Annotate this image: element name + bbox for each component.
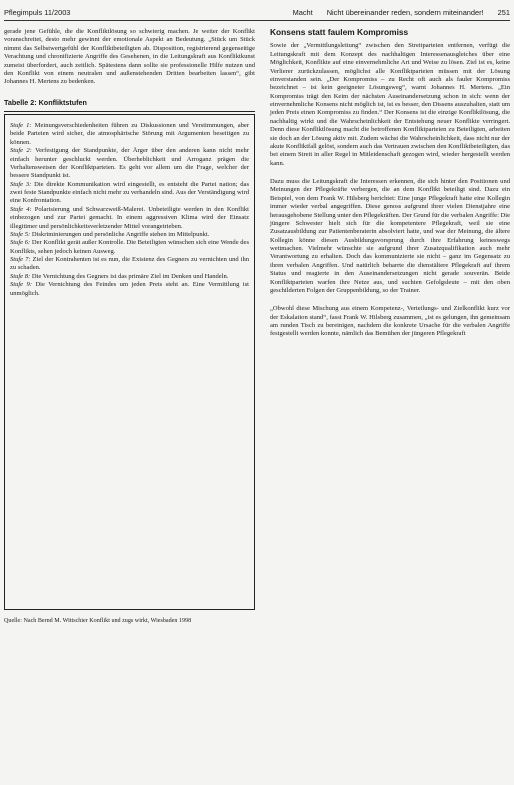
stage-label: Stufe 1:: [10, 122, 32, 129]
stage-text: Polarisierung und Schwarzweiß-Malerei. Unbeteiligte werden in den Konflikt einbezogen und zur Partei gemacht. In einem aggressiven Klima wird der Einsatz illegitimer und persönlichkeitsverletzender Mittel vorangetrieben.: [10, 205, 250, 230]
left-column: [4, 28, 255, 626]
section-heading: Konsens statt faulem Kompromiss: [270, 27, 409, 37]
journal-issue: Pflegimpuls 11/2003: [4, 7, 71, 17]
conflict-stages-table: [4, 114, 255, 610]
body-paragraph-2: Dazu muss die Leitungskraft die Interessen erkennen, die sich hinter den Positionen und Meinungen der Pflegekräfte verbergen, die an dem Konflikt beteiligt sind. Dazu ein Beispiel, von dem Frank W. Hilsberg berichtet: Eine junge Pflegekraft hatte eine Kollegin immer wieder verbal angegriffen. Diese genoss aufgrund ihrer vielen Dienstjahre eine herausgehobene Stellung unter den Pflegekräften. Der Grund für die verbalen Angriffe: Die jüngere Schwester hielt sich für die kompetentere Pflegekraft, weil sie eine Zusatzausbildung zur Patientenberaterin absolviert hatte, und war der Meinung, die ältere Kollegin könne diesen Ausbildungsvorsprung durch ihre Erfahrung keineswegs wettmachen. Vielmehr wünschte sie aufgrund ihrer Zusatzqualifikation auch mehr Verantwortung zu erhalten. Doch das kommunizierte sie nicht – ganz im Gegensatz zu ihren verbalen Angriffen. Und natürlich beharrte die dienstältere Pflegekraft auf ihrem Status und reagierte in den Auseinandersetzungen nicht gerade souverän. Beide Konfliktparteien warfen ihre Netze aus, und suchten Gefolgsleute – mit den oben geschilderten Folgen der Gruppenbildung, so der Trainer.: [270, 178, 510, 294]
body-paragraph-3: „Obwohl diese Mischung aus einem Kompetenz-, Verteilungs- und Zielkonflikt kurz vor der Eskalation stand“, fasst Frank W. Hilsberg zusammen, „ist es gelungen, ihn gemeinsam am runden Tisch zu bereinigen, nachdem die konkrete Ursache für die verbalen Angriffe festgestellt werden konnte, nämlich das Bemühen der jüngeren Pflegekraft: [270, 305, 510, 338]
stage-item: [10, 273, 249, 281]
stage-text: Ziel der Kontrahenten ist es nun, die Existenz des Gegners zu vernichten und ihn zu schaden.: [10, 256, 249, 272]
stage-text: Meinungsverschiedenheiten führen zu Diskussionen und Verstimmungen, aber beide Parteien wird sicher, die atmosphärische Störung mit Argumenten beseitigen zu können.: [10, 122, 249, 146]
stage-label: Stufe 8:: [10, 272, 31, 280]
stage-text: Der Konflikt gerät außer Kontrolle. Die Beteiligten wünschen sich eine Wende des Konflikts, sehen jedoch keinen Ausweg.: [10, 239, 249, 255]
stage-item: [10, 122, 249, 147]
stage-item: [10, 147, 249, 181]
stage-item: [10, 281, 249, 298]
page-number: 251: [497, 7, 510, 17]
stage-text: Die Vernichtung des Feindes um jeden Preis steht an. Eine Vermittlung ist unmöglich.: [10, 281, 249, 297]
stage-text: Die Vernichtung des Gegners ist das primäre Ziel im Denken und Handeln.: [30, 272, 229, 280]
section-title: Macht: [292, 7, 313, 17]
stage-label: Stufe 3:: [10, 180, 32, 188]
running-header: [4, 4, 510, 21]
stage-label: Stufe 4:: [10, 205, 32, 213]
table-title: Tabelle 2: Konfliktstufen: [4, 97, 87, 107]
stage-text: Die direkte Kommunikation wird eingestellt, es entsteht die Partei nation; das zwei feste Standpunkte einfach nicht mehr zu verhandeln sind. Aus der Verständigung wird eine Konfrontation.: [10, 180, 249, 205]
intro-paragraph: gerade jene Gefühle, die die Konfliktlösung so schwierig machen. Je weiter der Konflikt voranschreitet, desto mehr gewinnt der emotionale Aspekt an Bedeutung. „Stück um Stück nimmt das Selbstwertgefühl der Konfliktbeteiligten ab. Disposition, registrierend gegenseitige Verachtung und chronifizierte Angriffe des Gesehenen, in die Leitungskraft aus Konfliktkunst zumeist überfordert, auch zeitlich. Spätestens dann sollte sie professionelle Hilfe nutzen und den Konflikt von einem neutralen und außenstehenden Dritten bearbeiten lassen“, gibt Johannes H. Mertens zu bedenken.: [4, 28, 255, 86]
stage-label: Stufe 2:: [10, 147, 32, 155]
stage-label: Stufe 9:: [10, 281, 32, 289]
stage-label: Stufe 5:: [10, 230, 31, 238]
stage-item: [10, 256, 249, 273]
stage-label: Stufe 6:: [10, 239, 31, 247]
stage-item: [10, 181, 249, 206]
stage-text: Verfestigung der Standpunkte, der Ärger über den anderen kann nicht mehr einfach herunter geschluckt werden. Überheblichkeit und Arroganz prägen die Verhaltensweisen der Konfliktparteien. Es geht vor allem um die Frage, welcher der bessere Standpunkt ist.: [10, 147, 249, 180]
stage-text: Diskriminierungen und persönliche Angriffe stehen im Mittelpunkt.: [30, 230, 210, 238]
stage-label: Stufe 7:: [10, 256, 31, 263]
body-paragraph-1: Sowie der „Vermittlungsleitung“ zwischen den Streitparteien entfernen, verfügt die Leitungskraft mit dem Konzept des nachhaltigen Interessenausgleiches über eine Möglichkeit, Konflikte auf eine einvernehmliche Art und Weise zu lösen. Ziel ist es, keine Verlierer zurückzulassen, möglichst alle Konfliktparteien müssen mit der Lösung einverstanden sein. „Der Kompromiss – zu Recht oft auch als fauler Kompromiss bezeichnet – ist kein geeigneter Lösungsweg“, warnt Johannes H. Mertens. „Ein Kompromiss trägt den Keim der nächsten Auseinandersetzung schon in sich: wenn der einvernehmliche Konsens nicht möglich ist, ist es besser, den Dissens auszuhalten, statt um jeden Preis einen Kompromiss zu finden.“ Der Konsens ist die einzige Konfliktlösung, die nachhaltig wirkt und die Wahrscheinlichkeit der Entstehung neuer Konflikte verringert. Denn diese Konfliktlösung macht die betroffenen Konfliktparteien zu Beteiligten, arbeiten sie doch an der Lösung aktiv mit. Zudem wächst die Wahrscheinlichkeit, dass nicht nur der akute Konfliktfall gelöst, sondern auch das Vertrauen zwischen den Konfliktbeteiligten, das bei einem Streit in aller Regel in Mitleidenschaft gezogen wird, wieder hergestellt werden kann.: [270, 42, 510, 167]
stage-item: [10, 239, 249, 256]
stage-item: [10, 206, 249, 231]
stage-item: [10, 231, 249, 239]
stages-list: [10, 122, 249, 298]
table-source: Quelle: Nach Bernd M. Wittschier Konflikt und zugs wirkt, Wiesbaden 1998: [4, 618, 192, 624]
right-column: [270, 28, 510, 339]
article-subtitle: Nicht übereinander reden, sondern miteinander!: [326, 7, 484, 17]
